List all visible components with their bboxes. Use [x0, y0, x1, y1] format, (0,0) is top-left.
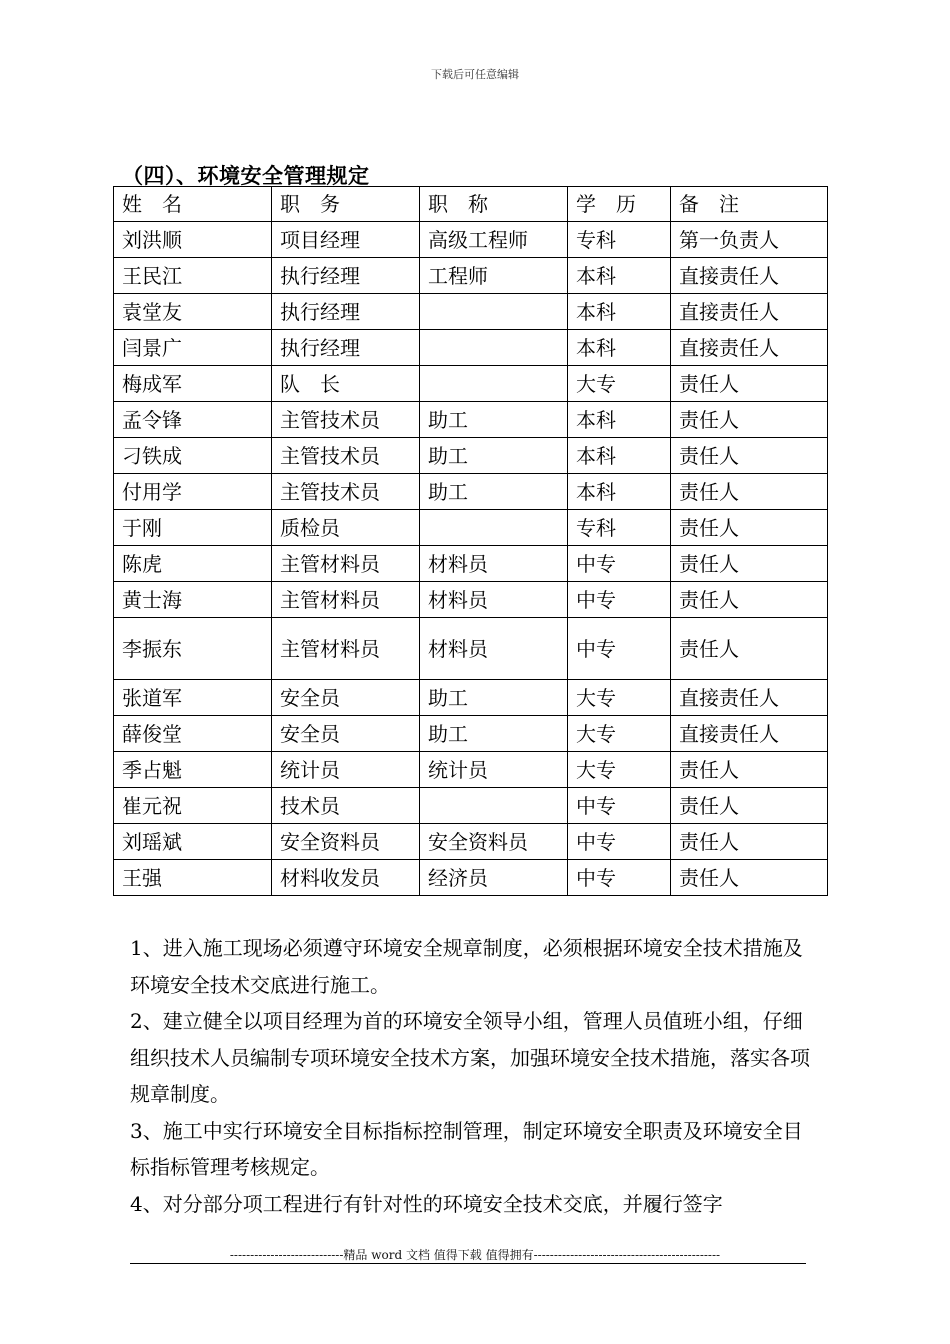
- cell-position: 执行经理: [272, 258, 420, 294]
- cell-title: 助工: [420, 680, 568, 716]
- cell-name: 黄士海: [114, 582, 272, 618]
- regulations-body: [130, 930, 810, 1222]
- cell-name: 季占魁: [114, 752, 272, 788]
- table-row: [114, 330, 828, 366]
- cell-name: 陈虎: [114, 546, 272, 582]
- cell-position: 执行经理: [272, 294, 420, 330]
- cell-title: [420, 294, 568, 330]
- cell-remarks: 直接责任人: [671, 680, 828, 716]
- cell-remarks: 第一负责人: [671, 222, 828, 258]
- cell-education: 专科: [568, 510, 671, 546]
- cell-position: 队 长: [272, 366, 420, 402]
- header-position: 职 务: [272, 187, 420, 222]
- cell-title: 统计员: [420, 752, 568, 788]
- header-remarks: 备 注: [671, 187, 828, 222]
- cell-name: 闫景广: [114, 330, 272, 366]
- cell-remarks: 责任人: [671, 438, 828, 474]
- cell-remarks: 责任人: [671, 752, 828, 788]
- cell-title: [420, 330, 568, 366]
- cell-education: 本科: [568, 330, 671, 366]
- cell-name: 王强: [114, 860, 272, 896]
- cell-position: 主管材料员: [272, 618, 420, 680]
- cell-name: 薛俊堂: [114, 716, 272, 752]
- cell-position: 项目经理: [272, 222, 420, 258]
- cell-education: 专科: [568, 222, 671, 258]
- cell-position: 主管技术员: [272, 474, 420, 510]
- page-header: 下载后可任意编辑: [431, 68, 519, 81]
- cell-education: 大专: [568, 752, 671, 788]
- cell-education: 中专: [568, 860, 671, 896]
- header-education: 学 历: [568, 187, 671, 222]
- cell-title: [420, 510, 568, 546]
- cell-remarks: 直接责任人: [671, 716, 828, 752]
- table-row: [114, 366, 828, 402]
- cell-title: 助工: [420, 716, 568, 752]
- table-row: [114, 438, 828, 474]
- cell-education: 大专: [568, 716, 671, 752]
- table-row: [114, 258, 828, 294]
- cell-position: 材料收发员: [272, 860, 420, 896]
- cell-name: 刁铁成: [114, 438, 272, 474]
- cell-title: 经济员: [420, 860, 568, 896]
- table-row: [114, 222, 828, 258]
- table-row: [114, 474, 828, 510]
- header-title: 职 称: [420, 187, 568, 222]
- cell-remarks: 直接责任人: [671, 258, 828, 294]
- cell-remarks: 责任人: [671, 510, 828, 546]
- cell-name: 袁堂友: [114, 294, 272, 330]
- cell-education: 本科: [568, 258, 671, 294]
- table-row: [114, 860, 828, 896]
- cell-remarks: 直接责任人: [671, 330, 828, 366]
- cell-education: 中专: [568, 546, 671, 582]
- cell-name: 王民江: [114, 258, 272, 294]
- cell-name: 刘洪顺: [114, 222, 272, 258]
- cell-remarks: 责任人: [671, 618, 828, 680]
- table-row: [114, 618, 828, 680]
- cell-title: 助工: [420, 474, 568, 510]
- cell-education: 本科: [568, 402, 671, 438]
- cell-title: [420, 366, 568, 402]
- cell-name: 梅成军: [114, 366, 272, 402]
- cell-title: [420, 788, 568, 824]
- table-row: [114, 752, 828, 788]
- cell-title: 助工: [420, 402, 568, 438]
- table-row: [114, 294, 828, 330]
- table-row: [114, 788, 828, 824]
- cell-name: 于刚: [114, 510, 272, 546]
- paragraph-1: 1、进入施工现场必须遵守环境安全规章制度，必须根据环境安全技术措施及环境安全技术交底进行施工。: [130, 936, 803, 997]
- cell-remarks: 直接责任人: [671, 294, 828, 330]
- cell-position: 质检员: [272, 510, 420, 546]
- page-footer: ----------------------------精品 word 文档 值得下载 值得拥有----------------------------------------------: [229, 1248, 721, 1262]
- table-row: [114, 824, 828, 860]
- cell-title: 材料员: [420, 618, 568, 680]
- cell-name: 张道军: [114, 680, 272, 716]
- cell-title: 材料员: [420, 582, 568, 618]
- table-row: [114, 680, 828, 716]
- cell-education: 中专: [568, 788, 671, 824]
- cell-remarks: 责任人: [671, 474, 828, 510]
- header-name: 姓 名: [114, 187, 272, 222]
- cell-education: 本科: [568, 438, 671, 474]
- cell-title: 助工: [420, 438, 568, 474]
- cell-remarks: 责任人: [671, 582, 828, 618]
- table-row: [114, 716, 828, 752]
- cell-education: 中专: [568, 582, 671, 618]
- cell-position: 主管技术员: [272, 402, 420, 438]
- cell-name: 付用学: [114, 474, 272, 510]
- cell-remarks: 责任人: [671, 402, 828, 438]
- footer-divider: [130, 1263, 806, 1264]
- section-title: （四）、环境安全管理规定: [122, 163, 370, 188]
- cell-education: 大专: [568, 680, 671, 716]
- cell-title: 安全资料员: [420, 824, 568, 860]
- cell-name: 李振东: [114, 618, 272, 680]
- cell-position: 执行经理: [272, 330, 420, 366]
- staff-table: [113, 186, 828, 896]
- cell-education: 大专: [568, 366, 671, 402]
- cell-education: 中专: [568, 824, 671, 860]
- cell-title: 高级工程师: [420, 222, 568, 258]
- cell-position: 安全资料员: [272, 824, 420, 860]
- table-row: [114, 402, 828, 438]
- cell-name: 孟令锋: [114, 402, 272, 438]
- cell-name: 刘瑶斌: [114, 824, 272, 860]
- cell-position: 统计员: [272, 752, 420, 788]
- table-row: [114, 582, 828, 618]
- cell-remarks: 责任人: [671, 788, 828, 824]
- cell-title: 材料员: [420, 546, 568, 582]
- cell-remarks: 责任人: [671, 860, 828, 896]
- cell-education: 中专: [568, 618, 671, 680]
- cell-name: 崔元祝: [114, 788, 272, 824]
- cell-position: 主管材料员: [272, 582, 420, 618]
- cell-position: 技术员: [272, 788, 420, 824]
- cell-education: 本科: [568, 474, 671, 510]
- paragraph-3: 3、施工中实行环境安全目标指标控制管理，制定环境安全职责及环境安全目标指标管理考核规定。: [130, 1118, 803, 1179]
- cell-position: 主管技术员: [272, 438, 420, 474]
- paragraph-4: 4、对分部分项工程进行有针对性的环境安全技术交底，并履行签字: [130, 1191, 723, 1216]
- cell-remarks: 责任人: [671, 366, 828, 402]
- paragraph-2: 2、建立健全以项目经理为首的环境安全领导小组，管理人员值班小组，仔细组织技术人员编制专项环境安全技术方案，加强环境安全技术措施，落实各项规章制度。: [130, 1009, 810, 1106]
- table-row: [114, 546, 828, 582]
- cell-title: 工程师: [420, 258, 568, 294]
- cell-position: 安全员: [272, 716, 420, 752]
- cell-position: 安全员: [272, 680, 420, 716]
- table-header-row: [114, 187, 828, 222]
- cell-remarks: 责任人: [671, 824, 828, 860]
- table-row: [114, 510, 828, 546]
- cell-position: 主管材料员: [272, 546, 420, 582]
- cell-education: 本科: [568, 294, 671, 330]
- cell-remarks: 责任人: [671, 546, 828, 582]
